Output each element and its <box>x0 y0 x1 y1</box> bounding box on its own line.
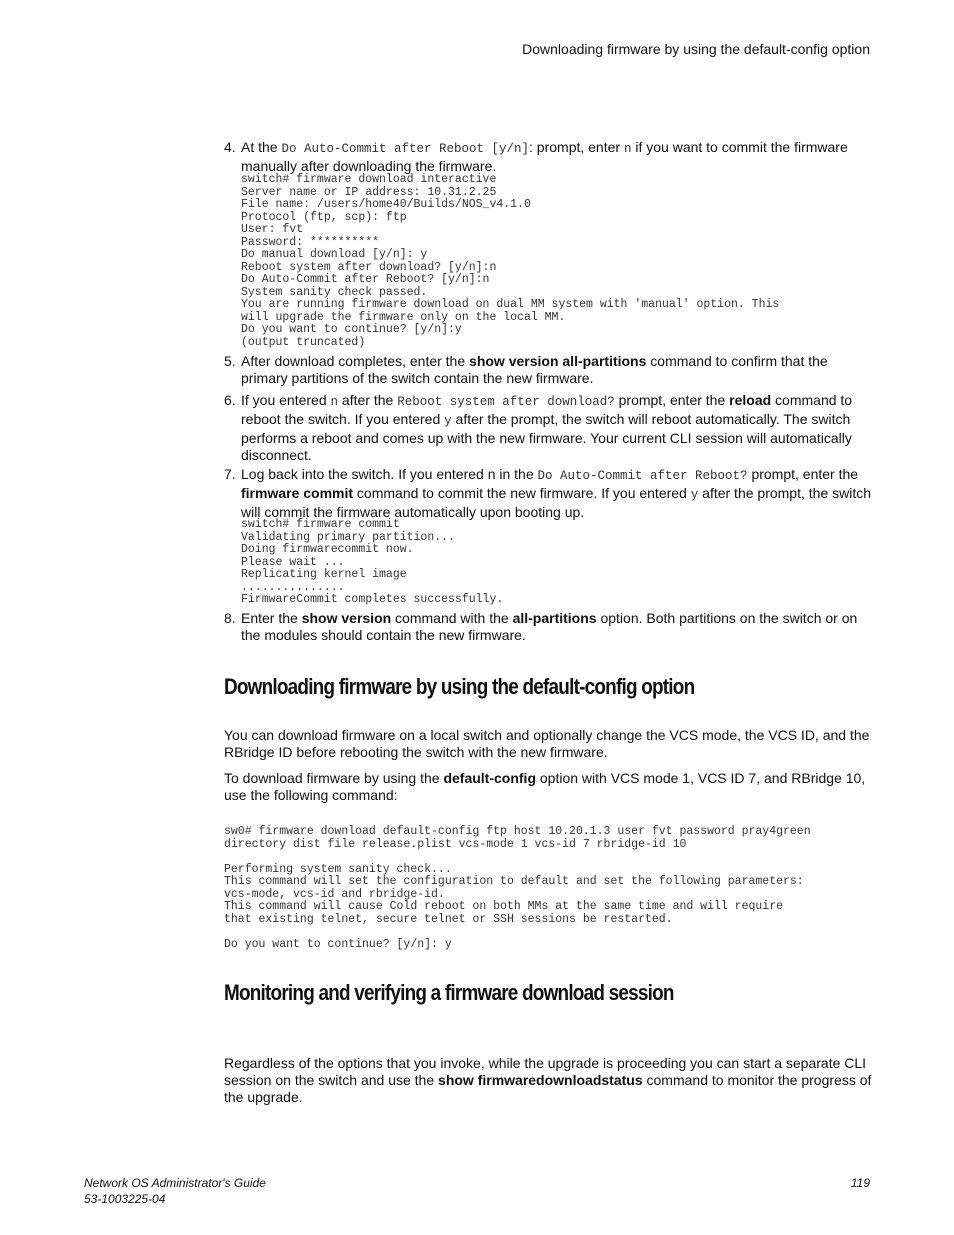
step-text: after the prompt, the switch will reboot automatically. The switch performs a reboot and comes up with the new firmware. Your current CLI session will automatically disconnect. <box>241 411 852 463</box>
paragraph <box>224 1055 874 1106</box>
step-5 <box>224 353 874 387</box>
step-text: option. Both partitions on the switch or on the modules should contain the new firmware. <box>241 610 858 643</box>
option-name: all-partitions <box>512 610 597 626</box>
step-number: 5. <box>224 353 236 369</box>
inline-code: Do Auto-Commit after Reboot [y/n] <box>281 142 530 156</box>
paragraph-text: Regardless of the options that you invoke, while the upgrade is proceeding you can start a separate CLI session on the switch and use the <box>224 1055 867 1088</box>
paragraph <box>224 770 874 804</box>
paragraph-text: command to monitor the progress of the upgrade. <box>224 1072 872 1105</box>
step-text: : prompt, enter <box>529 139 624 155</box>
step-7 <box>224 466 874 521</box>
running-head: Downloading firmware by using the default-config option <box>522 41 870 57</box>
step-text: after the prompt, the switch will commit the firmware automatically upon booting up. <box>241 485 872 520</box>
inline-code: y <box>690 488 699 502</box>
paragraph-text: option with VCS mode 1, VCS ID 7, and RBridge 10, use the following command: <box>224 770 866 803</box>
step-text: If you entered <box>241 392 331 408</box>
step-text: At the <box>241 139 282 155</box>
page-number: 119 <box>850 1176 870 1190</box>
step-text: if you want to commit the firmware manually after downloading the firmware. <box>241 139 848 174</box>
section-heading: Monitoring and verifying a firmware download session <box>224 980 674 1005</box>
command-name: show firmwaredownloadstatus <box>438 1072 643 1088</box>
step-number: 7. <box>224 466 236 482</box>
inline-code: Do Auto-Commit after Reboot? <box>537 469 748 483</box>
command-name: reload <box>729 392 772 408</box>
footer-left <box>84 1175 266 1207</box>
code-block-firmware-commit: switch# firmware commit Validating primary partition... Doing firmwarecommit now. Please wait ... Replicating kernel image ............... FirmwareCommit completes successfully. <box>241 518 504 606</box>
step-text: command to confirm that the primary partitions of the switch contain the new firmware. <box>241 353 828 386</box>
step-8 <box>224 610 874 644</box>
step-text: prompt, enter the <box>747 466 859 482</box>
step-text: Enter the <box>241 610 302 626</box>
option-name: default-config <box>443 770 536 786</box>
command-name: show version <box>301 610 392 626</box>
step-6 <box>224 392 874 464</box>
inline-code: Reboot system after download? <box>397 395 615 409</box>
step-text: After download completes, enter the <box>241 353 470 369</box>
step-text: command with the <box>391 610 513 626</box>
step-number: 6. <box>224 392 236 408</box>
inline-code: n <box>330 395 339 409</box>
paragraph: You can download firmware on a local switch and optionally change the VCS mode, the VCS ID, and the RBridge ID before rebooting the switch with the new firmware. <box>224 727 870 760</box>
step-text: Log back into the switch. If you entered n in the <box>241 466 538 482</box>
inline-code: n <box>623 142 632 156</box>
code-block-default-config: sw0# firmware download default-config ftp host 10.20.1.3 user fvt password pray4green directory dist file release.plist vcs-mode 1 vcs-id 7 rbridge-id 10 Performing system sanity check... This command will set the configuration to default and set the following parameters: vcs-mode, vcs-id and rbridge-id. This command will cause Cold reboot on both MMs at the same time and will require that existing telnet, secure telnet or SSH sessions be restarted. Do you want to continue? [y/n]: y <box>224 825 811 951</box>
command-name: show version all-partitions <box>469 353 647 369</box>
footer-title: Network OS Administrator's Guide <box>84 1176 266 1190</box>
step-4 <box>224 139 874 175</box>
footer-doc-number: 53-1003225-04 <box>84 1192 166 1206</box>
inline-code: y <box>444 414 452 428</box>
paragraph-text: To download firmware by using the <box>224 770 444 786</box>
code-block-interactive-download: switch# firmware download interactive Server name or IP address: 10.31.2.25 File name: /users/home40/Builds/NOS_v4.1.0 Protocol (ftp, scp): ftp User: fvt Password: ********** Do manual download [y/n]: y Reboot system after download? [y/n]:n Do Auto-Commit after Reboot? [y/n]:n System sanity check passed. You are running firmware download on dual MM system with 'manual' option. This will upgrade the firmware only on the local MM. Do you want to continue? [y/n]:y (output truncated) <box>241 173 780 349</box>
step-number: 4. <box>224 139 236 155</box>
section-heading: Downloading firmware by using the default-config option <box>224 674 695 699</box>
step-text: command to reboot the switch. If you entered <box>241 392 853 427</box>
step-text: prompt, enter the <box>614 392 730 408</box>
step-text: after the <box>338 392 398 408</box>
step-number: 8. <box>224 610 236 626</box>
step-text: command to commit the new firmware. If you entered <box>353 485 691 501</box>
command-name: firmware commit <box>241 485 354 501</box>
